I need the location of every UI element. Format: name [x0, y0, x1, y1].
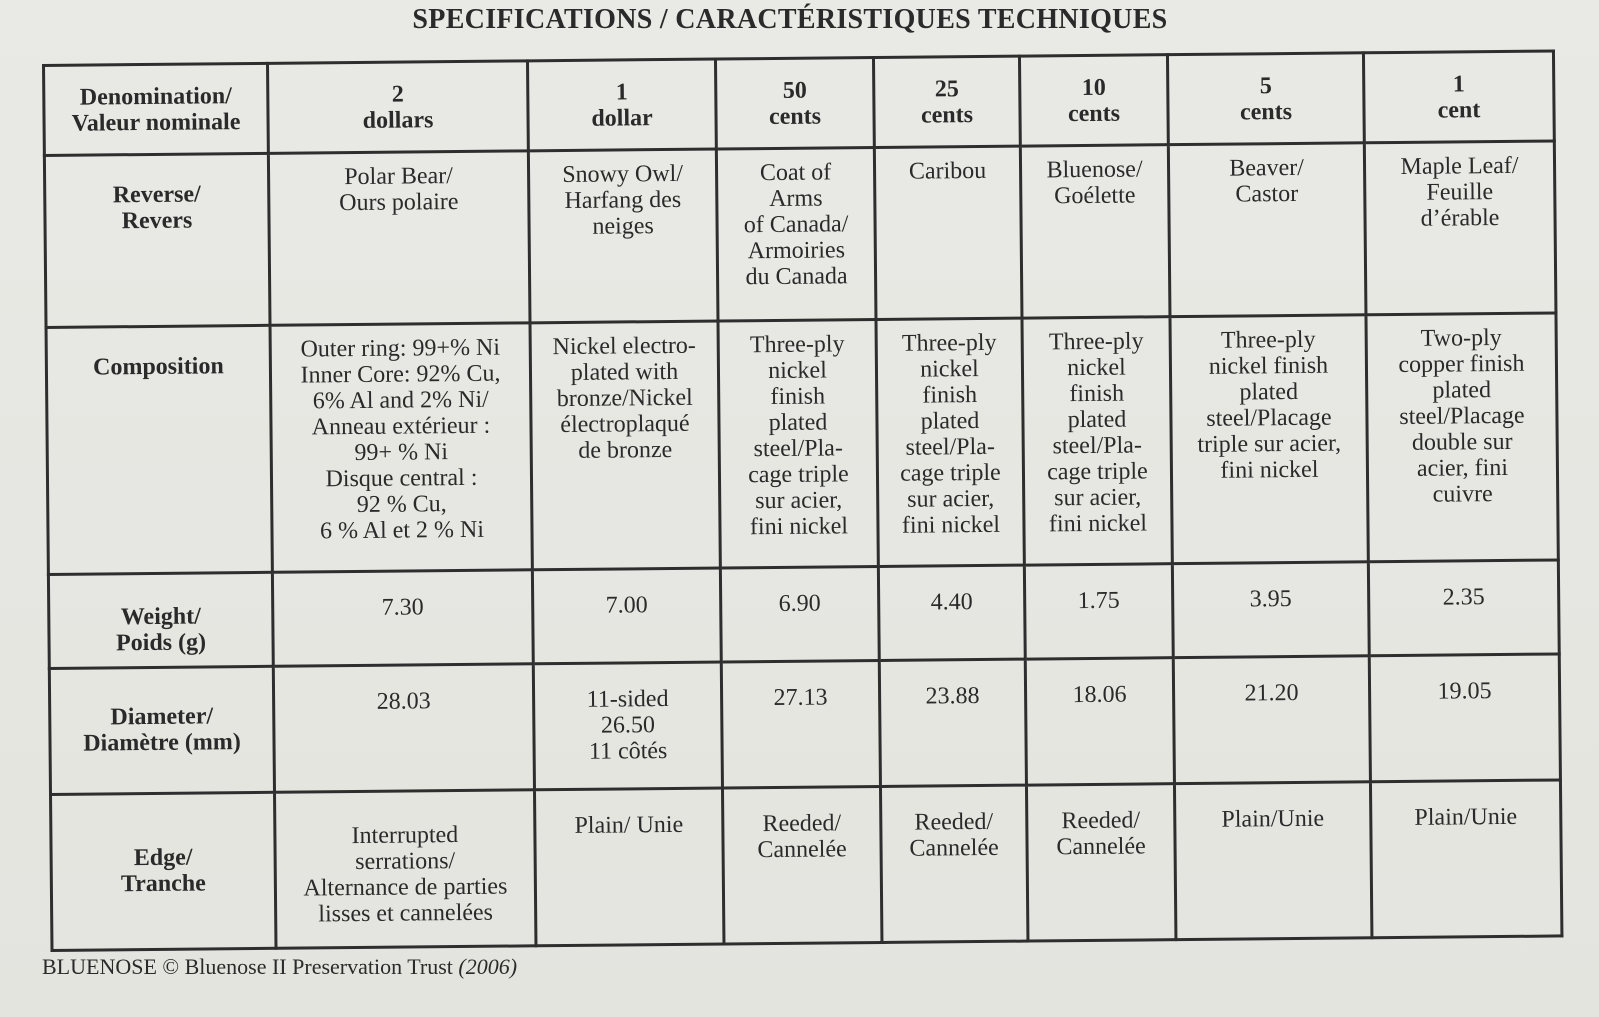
table-cell: Caribou — [874, 146, 1022, 320]
row-label: Reverse/ Revers — [44, 153, 270, 327]
table-cell: 23.88 — [879, 659, 1026, 787]
table-cell: Plain/ Unie — [534, 788, 723, 946]
table-cell: Reeded/ Cannelée — [1026, 783, 1175, 941]
table-cell: Maple Leaf/ Feuille d’érable — [1364, 141, 1556, 315]
column-header: 5 cents — [1167, 53, 1364, 145]
column-header: 50 cents — [715, 58, 874, 150]
table-cell: 2.35 — [1368, 560, 1559, 656]
table-cell: Outer ring: 99+% Ni Inner Core: 92% Cu, 6% Al and 2% Ni/ Anneau extérieur : 99+ % Ni Disque central : 92 % Cu, 6 % Al et 2 % Ni — [270, 323, 532, 572]
table-cell: Interrupted serrations/ Alternance de parties lisses et cannelées — [274, 790, 535, 949]
table-cell: 6.90 — [720, 566, 879, 662]
row-label: Composition — [46, 326, 272, 574]
column-header: 2 dollars — [268, 61, 529, 154]
table-row — [49, 654, 1560, 795]
table-cell: Three-ply nickel finish plated steel/Placage triple sur acier, fini nickel — [1170, 315, 1368, 563]
row-label: Edge/ Tranche — [51, 792, 276, 950]
table-cell: 27.13 — [721, 660, 880, 788]
table-cell: 21.20 — [1173, 655, 1370, 783]
table-cell: Three-ply nickel finish plated steel/Pla- cage triple sur acier, fini nickel — [1022, 317, 1172, 565]
table-cell: 3.95 — [1172, 561, 1369, 657]
table-cell: 19.05 — [1369, 654, 1560, 782]
column-header: 25 cents — [873, 56, 1020, 147]
table-row — [46, 313, 1558, 574]
row-label: Weight/ Poids (g) — [48, 572, 273, 668]
table-cell: 28.03 — [273, 663, 534, 792]
table-cell: Plain/Unie — [1174, 782, 1371, 940]
table-cell: 7.30 — [272, 569, 533, 666]
column-header: 1 cent — [1363, 51, 1554, 143]
column-header: 10 cents — [1019, 55, 1168, 147]
table-cell: Bluenose/ Goélette — [1020, 145, 1170, 319]
table-cell: Three-ply nickel finish plated steel/Pla- cage triple sur acier, fini nickel — [876, 318, 1024, 566]
table-cell: 18.06 — [1025, 657, 1174, 785]
table-cell: Reeded/ Cannelée — [880, 785, 1027, 943]
table-cell: Polar Bear/ Ours polaire — [268, 151, 530, 326]
footer-text: BLUENOSE © Bluenose II Preservation Trust — [42, 954, 453, 979]
page-title: SPECIFICATIONS / CARACTÉRISTIQUES TECHNIQUES — [412, 4, 1168, 35]
table-row — [44, 141, 1556, 328]
table-cell: Reeded/ Cannelée — [722, 786, 881, 944]
table-cell: 7.00 — [532, 568, 721, 664]
table-cell: Two-ply copper finish plated steel/Placage double sur acier, fini cuivre — [1366, 313, 1558, 561]
header-row — [44, 51, 1555, 156]
column-header: Denomination/ Valeur nominale — [44, 63, 269, 155]
table-cell: 4.40 — [878, 565, 1025, 660]
footer-year: (2006) — [458, 954, 518, 979]
row-label: Diameter/ Diamètre (mm) — [49, 666, 274, 794]
table-cell: Coat of Arms of Canada/ Armoiries du Canada — [716, 148, 876, 322]
table-cell: Beaver/ Castor — [1168, 143, 1366, 317]
table-cell: Plain/Unie — [1370, 780, 1561, 938]
table-cell: Snowy Owl/ Harfang des neiges — [528, 149, 718, 323]
table-row — [51, 780, 1562, 951]
table-cell: 11-sided 26.50 11 côtés — [533, 662, 722, 790]
table-cell: 1.75 — [1024, 563, 1173, 659]
table-cell: Nickel electro- plated with bronze/Nickel électroplaqué de bronze — [530, 321, 720, 569]
table-cell: Three-ply nickel finish plated steel/Pla- cage triple sur acier, fini nickel — [718, 320, 878, 568]
copyright-footer — [42, 954, 517, 980]
table-row — [48, 560, 1559, 669]
specifications-table — [42, 49, 1563, 951]
column-header: 1 dollar — [527, 59, 716, 151]
